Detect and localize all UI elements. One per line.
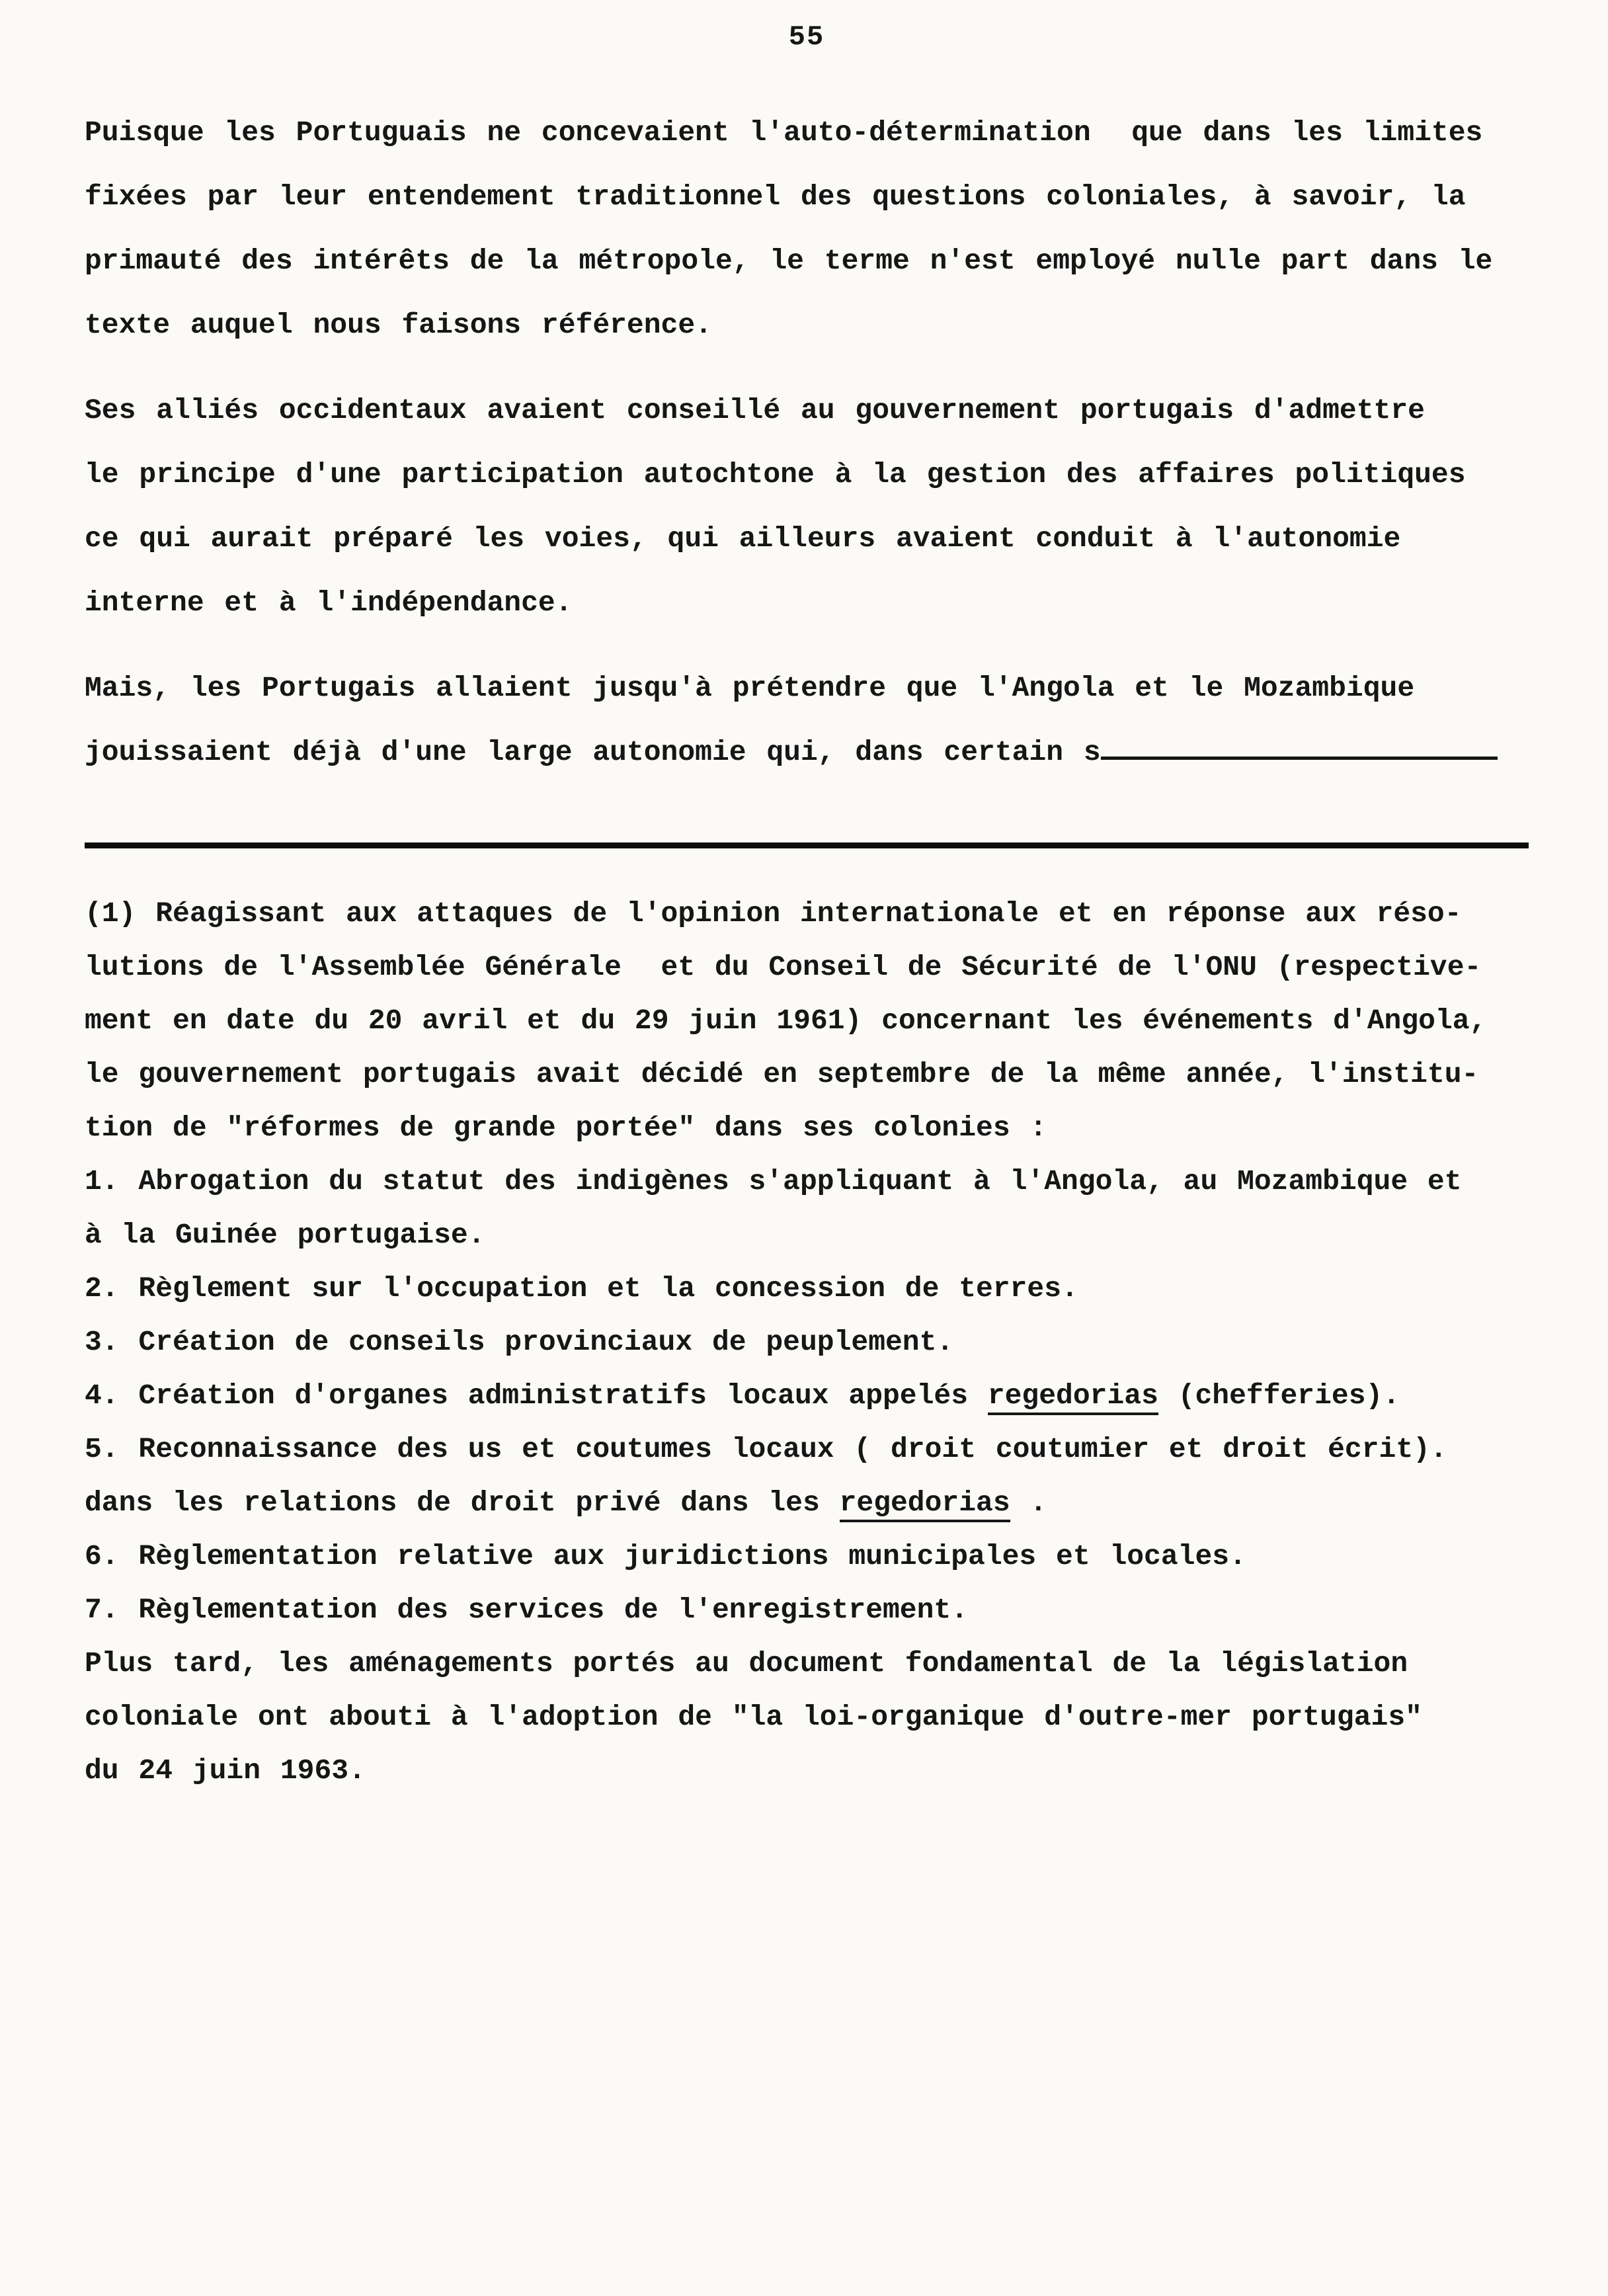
footnote-line: 6. Règlementation relative aux juridictions municipales et locales. — [85, 1540, 1246, 1573]
footnote-line: 5. Reconnaissance des us et coutumes locaux ( droit coutumier et droit écrit). — [85, 1433, 1447, 1465]
text-fragment: . — [1010, 1487, 1047, 1519]
text-fragment: dans les relations de droit privé dans les — [85, 1487, 840, 1519]
paragraph-3 — [85, 656, 1529, 784]
footnote — [85, 887, 1529, 1797]
paragraph-1 — [85, 101, 1529, 357]
underlined-term: regedorias — [988, 1379, 1158, 1415]
text-line: Ses alliés occidentaux avaient conseillé au gouvernement portugais d'admettre — [85, 394, 1425, 427]
footnote-line: à la Guinée portugaise. — [85, 1219, 485, 1251]
footnote-line: le gouvernement portugais avait décidé en septembre de la même année, l'institu- — [85, 1058, 1479, 1090]
text-line: ce qui aurait préparé les voies, qui ailleurs avaient conduit à l'autonomie — [85, 522, 1401, 555]
text-line — [85, 720, 1529, 784]
footnote-line: du 24 juin 1963. — [85, 1754, 366, 1787]
footnote-line: tion de "réformes de grande portée" dans ses colonies : — [85, 1112, 1047, 1144]
text-line: fixées par leur entendement traditionnel des questions coloniales, à savoir, la — [85, 181, 1466, 213]
footnote-line: lutions de l'Assemblée Générale et du Conseil de Sécurité de l'ONU (respective- — [85, 951, 1482, 983]
footnote-line: 2. Règlement sur l'occupation et la concession de terres. — [85, 1272, 1078, 1305]
footnote-line: (1) Réagissant aux attaques de l'opinion internationale et en réponse aux réso- — [85, 897, 1462, 930]
fill-in-blank-line — [1101, 757, 1498, 760]
text-line: Puisque les Portuguais ne concevaient l'auto-détermination que dans les limites — [85, 116, 1483, 149]
footnote-line: coloniale ont abouti à l'adoption de "la loi-organique d'outre-mer portugais" — [85, 1701, 1422, 1733]
page-number: 55 — [788, 21, 825, 53]
body-text — [85, 101, 1529, 784]
text-line: interne et à l'indépendance. — [85, 587, 573, 619]
text-fragment: 4. Création d'organes administratifs locaux appelés — [85, 1379, 988, 1412]
paragraph-2 — [85, 378, 1529, 635]
footnote-line: Plus tard, les aménagements portés au document fondamental de la législation — [85, 1647, 1408, 1680]
text-line: texte auquel nous faisons référence. — [85, 309, 712, 341]
footnote-separator-rule — [85, 842, 1529, 848]
text-line: le principe d'une participation autochtone à la gestion des affaires politiques — [85, 458, 1466, 491]
footnote-line: 1. Abrogation du statut des indigènes s'appliquant à l'Angola, au Mozambique et — [85, 1165, 1462, 1198]
text-line: Mais, les Portugais allaient jusqu'à prétendre que l'Angola et le Mozambique — [85, 672, 1415, 704]
text-fragment: jouissaient déjà d'une large autonomie qui, dans certain s — [85, 736, 1101, 768]
footnote-line — [85, 1476, 1529, 1530]
text-line: primauté des intérêts de la métropole, le terme n'est employé nulle part dans le — [85, 245, 1493, 277]
underlined-term: regedorias — [840, 1487, 1010, 1522]
text-fragment: (chefferies). — [1158, 1379, 1400, 1412]
footnote-line: ment en date du 20 avril et du 29 juin 1961) concernant les événements d'Angola, — [85, 1004, 1487, 1037]
footnote-line — [85, 1369, 1529, 1422]
footnote-line: 3. Création de conseils provinciaux de peuplement. — [85, 1326, 954, 1358]
footnote-line: 7. Règlementation des services de l'enregistrement. — [85, 1594, 969, 1626]
